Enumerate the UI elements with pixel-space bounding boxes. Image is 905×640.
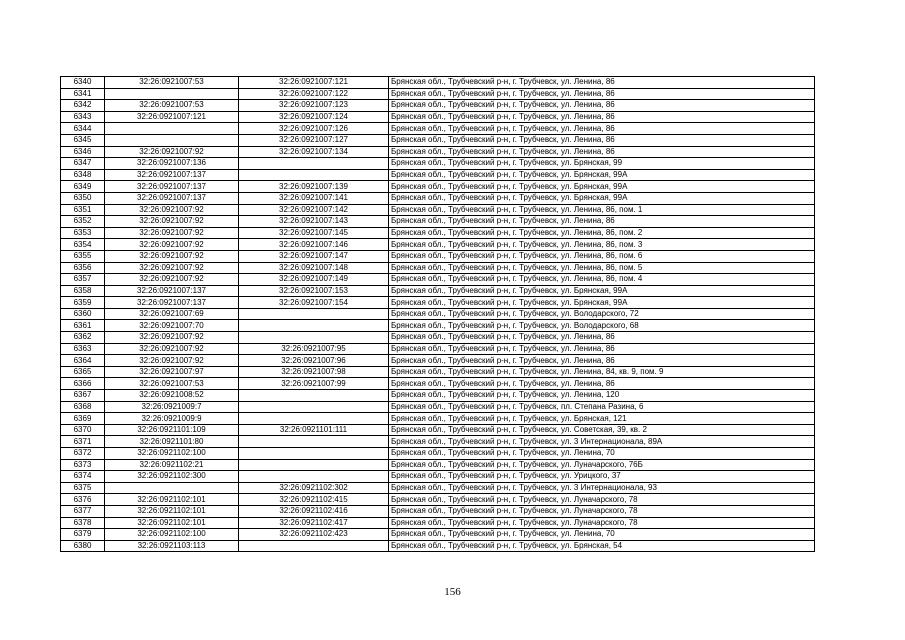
row-number-cell: 6356 <box>61 262 105 274</box>
cadastral-number-cell: 32:26:0921007:122 <box>239 88 389 100</box>
table-row <box>61 401 815 413</box>
parent-cadastral-number-cell: 32:26:0921101:109 <box>105 424 239 436</box>
row-number-cell: 6363 <box>61 343 105 355</box>
parent-cadastral-number-cell: 32:26:0921007:69 <box>105 308 239 320</box>
address-cell: Брянская обл., Трубчевский р-н, г. Трубчевск, ул. Ленина, 86, пом. 2 <box>389 227 815 239</box>
cadastral-number-cell <box>239 540 389 552</box>
registry-body <box>61 77 815 552</box>
row-number-cell: 6354 <box>61 239 105 251</box>
table-row <box>61 274 815 286</box>
address-cell: Брянская обл., Трубчевский р-н, г. Трубчевск, ул. Ленина, 86 <box>389 100 815 112</box>
address-cell: Брянская обл., Трубчевский р-н, г. Трубчевск, ул. Ленина, 70 <box>389 529 815 541</box>
cadastral-number-cell: 32:26:0921007:146 <box>239 239 389 251</box>
table-row <box>61 88 815 100</box>
row-number-cell: 6372 <box>61 448 105 460</box>
row-number-cell: 6352 <box>61 216 105 228</box>
parent-cadastral-number-cell: 32:26:0921102:101 <box>105 505 239 517</box>
row-number-cell: 6344 <box>61 123 105 135</box>
cadastral-number-cell <box>239 169 389 181</box>
cadastral-number-cell <box>239 459 389 471</box>
parent-cadastral-number-cell: 32:26:0921007:92 <box>105 146 239 158</box>
cadastral-number-cell <box>239 436 389 448</box>
address-cell: Брянская обл., Трубчевский р-н, г. Трубчевск, ул. Ленина, 86 <box>389 216 815 228</box>
parent-cadastral-number-cell: 32:26:0921102:300 <box>105 471 239 483</box>
parent-cadastral-number-cell: 32:26:0921007:53 <box>105 77 239 89</box>
cadastral-number-cell: 32:26:0921101:111 <box>239 424 389 436</box>
parent-cadastral-number-cell: 32:26:0921007:137 <box>105 285 239 297</box>
table-row <box>61 239 815 251</box>
address-cell: Брянская обл., Трубчевский р-н, г. Трубчевск, ул. Ленина, 86, пом. 1 <box>389 204 815 216</box>
table-row <box>61 123 815 135</box>
cadastral-number-cell: 32:26:0921102:423 <box>239 529 389 541</box>
address-cell: Брянская обл., Трубчевский р-н, г. Трубчевск, ул. Ленина, 86 <box>389 77 815 89</box>
parent-cadastral-number-cell: 32:26:0921102:101 <box>105 494 239 506</box>
row-number-cell: 6376 <box>61 494 105 506</box>
parent-cadastral-number-cell: 32:26:0921007:92 <box>105 204 239 216</box>
row-number-cell: 6342 <box>61 100 105 112</box>
parent-cadastral-number-cell: 32:26:0921007:121 <box>105 111 239 123</box>
address-cell: Брянская обл., Трубчевский р-н, г. Трубчевск, ул. Брянская, 99А <box>389 297 815 309</box>
cadastral-number-cell: 32:26:0921102:415 <box>239 494 389 506</box>
address-cell: Брянская обл., Трубчевский р-н, г. Трубчевск, ул. Ленина, 86, пом. 5 <box>389 262 815 274</box>
table-row <box>61 471 815 483</box>
cadastral-number-cell: 32:26:0921007:139 <box>239 181 389 193</box>
parent-cadastral-number-cell: 32:26:0921007:137 <box>105 192 239 204</box>
cadastral-number-cell: 32:26:0921007:141 <box>239 192 389 204</box>
row-number-cell: 6365 <box>61 366 105 378</box>
address-cell: Брянская обл., Трубчевский р-н, г. Трубчевск, ул. Луначарского, 78 <box>389 494 815 506</box>
parent-cadastral-number-cell: 32:26:0921007:92 <box>105 274 239 286</box>
table-row <box>61 505 815 517</box>
cadastral-number-cell <box>239 158 389 170</box>
address-cell: Брянская обл., Трубчевский р-н, г. Трубчевск, ул. 3 Интернационала, 89А <box>389 436 815 448</box>
address-cell: Брянская обл., Трубчевский р-н, г. Трубчевск, ул. Володарского, 72 <box>389 308 815 320</box>
table-row <box>61 297 815 309</box>
table-row <box>61 250 815 262</box>
table-row <box>61 192 815 204</box>
parent-cadastral-number-cell: 32:26:0921007:92 <box>105 216 239 228</box>
address-cell: Брянская обл., Трубчевский р-н, г. Трубчевск, ул. Ленина, 86 <box>389 111 815 123</box>
cadastral-number-cell <box>239 308 389 320</box>
row-number-cell: 6350 <box>61 192 105 204</box>
registry-table <box>60 76 815 552</box>
cadastral-number-cell: 32:26:0921007:148 <box>239 262 389 274</box>
table-row <box>61 134 815 146</box>
table-row <box>61 482 815 494</box>
parent-cadastral-number-cell: 32:26:0921009:7 <box>105 401 239 413</box>
cadastral-number-cell: 32:26:0921007:145 <box>239 227 389 239</box>
table-row <box>61 320 815 332</box>
table-row <box>61 343 815 355</box>
cadastral-number-cell: 32:26:0921007:149 <box>239 274 389 286</box>
address-cell: Брянская обл., Трубчевский р-н, г. Трубчевск, ул. Советская, 39, кв. 2 <box>389 424 815 436</box>
table-row <box>61 77 815 89</box>
row-number-cell: 6375 <box>61 482 105 494</box>
parent-cadastral-number-cell: 32:26:0921102:21 <box>105 459 239 471</box>
address-cell: Брянская обл., Трубчевский р-н, г. Трубчевск, ул. 3 Интернационала, 93 <box>389 482 815 494</box>
table-row <box>61 424 815 436</box>
parent-cadastral-number-cell: 32:26:0921007:136 <box>105 158 239 170</box>
table-row <box>61 285 815 297</box>
row-number-cell: 6371 <box>61 436 105 448</box>
cadastral-number-cell <box>239 390 389 402</box>
table-row <box>61 540 815 552</box>
cadastral-number-cell: 32:26:0921007:134 <box>239 146 389 158</box>
parent-cadastral-number-cell <box>105 134 239 146</box>
row-number-cell: 6380 <box>61 540 105 552</box>
parent-cadastral-number-cell: 32:26:0921007:97 <box>105 366 239 378</box>
table-row <box>61 332 815 344</box>
address-cell: Брянская обл., Трубчевский р-н, г. Трубчевск, ул. Ленина, 86 <box>389 378 815 390</box>
address-cell: Брянская обл., Трубчевский р-н, г. Трубчевск, ул. Брянская, 99А <box>389 169 815 181</box>
row-number-cell: 6346 <box>61 146 105 158</box>
cadastral-number-cell: 32:26:0921007:123 <box>239 100 389 112</box>
parent-cadastral-number-cell: 32:26:0921008:52 <box>105 390 239 402</box>
cadastral-number-cell: 32:26:0921007:147 <box>239 250 389 262</box>
row-number-cell: 6366 <box>61 378 105 390</box>
row-number-cell: 6351 <box>61 204 105 216</box>
address-cell: Брянская обл., Трубчевский р-н, г. Трубчевск, ул. Ленина, 86, пом. 4 <box>389 274 815 286</box>
table-row <box>61 216 815 228</box>
address-cell: Брянская обл., Трубчевский р-н, г. Трубчевск, ул. Володарского, 68 <box>389 320 815 332</box>
parent-cadastral-number-cell: 32:26:0921101:80 <box>105 436 239 448</box>
address-cell: Брянская обл., Трубчевский р-н, г. Трубчевск, ул. Урицкого, 37 <box>389 471 815 483</box>
row-number-cell: 6347 <box>61 158 105 170</box>
address-cell: Брянская обл., Трубчевский р-н, г. Трубчевск, ул. Ленина, 120 <box>389 390 815 402</box>
row-number-cell: 6349 <box>61 181 105 193</box>
parent-cadastral-number-cell: 32:26:0921007:92 <box>105 332 239 344</box>
row-number-cell: 6368 <box>61 401 105 413</box>
parent-cadastral-number-cell <box>105 88 239 100</box>
parent-cadastral-number-cell <box>105 482 239 494</box>
table-row <box>61 227 815 239</box>
row-number-cell: 6374 <box>61 471 105 483</box>
address-cell: Брянская обл., Трубчевский р-н, г. Трубчевск, ул. Брянская, 99А <box>389 181 815 193</box>
row-number-cell: 6362 <box>61 332 105 344</box>
row-number-cell: 6370 <box>61 424 105 436</box>
table-row <box>61 517 815 529</box>
cadastral-number-cell <box>239 332 389 344</box>
cadastral-number-cell: 32:26:0921007:126 <box>239 123 389 135</box>
address-cell: Брянская обл., Трубчевский р-н, г. Трубчевск, ул. Ленина, 86, пом. 6 <box>389 250 815 262</box>
row-number-cell: 6360 <box>61 308 105 320</box>
row-number-cell: 6340 <box>61 77 105 89</box>
address-cell: Брянская обл., Трубчевский р-н, г. Трубчевск, ул. Луначарского, 78 <box>389 517 815 529</box>
table-row <box>61 390 815 402</box>
row-number-cell: 6369 <box>61 413 105 425</box>
parent-cadastral-number-cell: 32:26:0921007:70 <box>105 320 239 332</box>
parent-cadastral-number-cell: 32:26:0921007:92 <box>105 227 239 239</box>
address-cell: Брянская обл., Трубчевский р-н, г. Трубчевск, ул. Ленина, 86 <box>389 343 815 355</box>
address-cell: Брянская обл., Трубчевский р-н, г. Трубчевск, ул. Ленина, 86 <box>389 88 815 100</box>
row-number-cell: 6358 <box>61 285 105 297</box>
row-number-cell: 6367 <box>61 390 105 402</box>
table-row <box>61 100 815 112</box>
address-cell: Брянская обл., Трубчевский р-н, г. Трубчевск, ул. Луначарского, 76Б <box>389 459 815 471</box>
address-cell: Брянская обл., Трубчевский р-н, г. Трубчевск, ул. Ленина, 86 <box>389 146 815 158</box>
address-cell: Брянская обл., Трубчевский р-н, г. Трубчевск, ул. Ленина, 86 <box>389 355 815 367</box>
table-row <box>61 355 815 367</box>
parent-cadastral-number-cell: 32:26:0921009:9 <box>105 413 239 425</box>
parent-cadastral-number-cell: 32:26:0921102:101 <box>105 517 239 529</box>
parent-cadastral-number-cell: 32:26:0921007:92 <box>105 355 239 367</box>
cadastral-number-cell: 32:26:0921007:127 <box>239 134 389 146</box>
table-row <box>61 448 815 460</box>
cadastral-number-cell: 32:26:0921102:417 <box>239 517 389 529</box>
table-row <box>61 111 815 123</box>
address-cell: Брянская обл., Трубчевский р-н, г. Трубчевск, ул. Луначарского, 78 <box>389 505 815 517</box>
cadastral-number-cell <box>239 320 389 332</box>
parent-cadastral-number-cell: 32:26:0921007:137 <box>105 297 239 309</box>
cadastral-number-cell: 32:26:0921007:142 <box>239 204 389 216</box>
table-row <box>61 158 815 170</box>
cadastral-number-cell: 32:26:0921007:96 <box>239 355 389 367</box>
cadastral-number-cell <box>239 448 389 460</box>
parent-cadastral-number-cell <box>105 123 239 135</box>
row-number-cell: 6357 <box>61 274 105 286</box>
address-cell: Брянская обл., Трубчевский р-н, г. Трубчевск, ул. Ленина, 70 <box>389 448 815 460</box>
row-number-cell: 6341 <box>61 88 105 100</box>
cadastral-number-cell: 32:26:0921102:416 <box>239 505 389 517</box>
parent-cadastral-number-cell: 32:26:0921007:53 <box>105 378 239 390</box>
row-number-cell: 6361 <box>61 320 105 332</box>
table-row <box>61 378 815 390</box>
parent-cadastral-number-cell: 32:26:0921007:92 <box>105 239 239 251</box>
table-row <box>61 181 815 193</box>
address-cell: Брянская обл., Трубчевский р-н, г. Трубчевск, ул. Брянская, 121 <box>389 413 815 425</box>
row-number-cell: 6355 <box>61 250 105 262</box>
parent-cadastral-number-cell: 32:26:0921007:92 <box>105 343 239 355</box>
cadastral-number-cell: 32:26:0921007:153 <box>239 285 389 297</box>
page-number: 156 <box>444 586 461 598</box>
row-number-cell: 6373 <box>61 459 105 471</box>
parent-cadastral-number-cell: 32:26:0921007:137 <box>105 169 239 181</box>
table-row <box>61 308 815 320</box>
parent-cadastral-number-cell: 32:26:0921007:53 <box>105 100 239 112</box>
parent-cadastral-number-cell: 32:26:0921102:100 <box>105 529 239 541</box>
table-row <box>61 204 815 216</box>
cadastral-number-cell: 32:26:0921007:154 <box>239 297 389 309</box>
table-row <box>61 436 815 448</box>
parent-cadastral-number-cell: 32:26:0921007:92 <box>105 262 239 274</box>
row-number-cell: 6377 <box>61 505 105 517</box>
address-cell: Брянская обл., Трубчевский р-н, г. Трубчевск, ул. Ленина, 86, пом. 3 <box>389 239 815 251</box>
address-cell: Брянская обл., Трубчевский р-н, г. Трубчевск, ул. Ленина, 86 <box>389 332 815 344</box>
cadastral-number-cell <box>239 471 389 483</box>
row-number-cell: 6359 <box>61 297 105 309</box>
row-number-cell: 6364 <box>61 355 105 367</box>
row-number-cell: 6348 <box>61 169 105 181</box>
row-number-cell: 6343 <box>61 111 105 123</box>
cadastral-number-cell: 32:26:0921007:99 <box>239 378 389 390</box>
address-cell: Брянская обл., Трубчевский р-н, г. Трубчевск, пл. Степана Разина, 6 <box>389 401 815 413</box>
table-row <box>61 366 815 378</box>
address-cell: Брянская обл., Трубчевский р-н, г. Трубчевск, ул. Ленина, 86 <box>389 123 815 135</box>
cadastral-number-cell: 32:26:0921007:143 <box>239 216 389 228</box>
table-row <box>61 169 815 181</box>
parent-cadastral-number-cell: 32:26:0921102:100 <box>105 448 239 460</box>
table-row <box>61 494 815 506</box>
address-cell: Брянская обл., Трубчевский р-н, г. Трубчевск, ул. Брянская, 99 <box>389 158 815 170</box>
table-row <box>61 413 815 425</box>
cadastral-number-cell: 32:26:0921007:121 <box>239 77 389 89</box>
row-number-cell: 6353 <box>61 227 105 239</box>
parent-cadastral-number-cell: 32:26:0921007:92 <box>105 250 239 262</box>
address-cell: Брянская обл., Трубчевский р-н, г. Трубчевск, ул. Брянская, 99А <box>389 192 815 204</box>
address-cell: Брянская обл., Трубчевский р-н, г. Трубчевск, ул. Ленина, 86 <box>389 134 815 146</box>
cadastral-number-cell: 32:26:0921007:98 <box>239 366 389 378</box>
parent-cadastral-number-cell: 32:26:0921007:137 <box>105 181 239 193</box>
cadastral-number-cell: 32:26:0921007:124 <box>239 111 389 123</box>
table-row <box>61 262 815 274</box>
table-row <box>61 529 815 541</box>
cadastral-number-cell <box>239 413 389 425</box>
address-cell: Брянская обл., Трубчевский р-н, г. Трубчевск, ул. Ленина, 84, кв. 9, пом. 9 <box>389 366 815 378</box>
address-cell: Брянская обл., Трубчевский р-н, г. Трубчевск, ул. Брянская, 54 <box>389 540 815 552</box>
row-number-cell: 6379 <box>61 529 105 541</box>
row-number-cell: 6378 <box>61 517 105 529</box>
parent-cadastral-number-cell: 32:26:0921103:113 <box>105 540 239 552</box>
cadastral-number-cell: 32:26:0921102:302 <box>239 482 389 494</box>
table-row <box>61 146 815 158</box>
cadastral-number-cell: 32:26:0921007:95 <box>239 343 389 355</box>
address-cell: Брянская обл., Трубчевский р-н, г. Трубчевск, ул. Брянская, 99А <box>389 285 815 297</box>
cadastral-number-cell <box>239 401 389 413</box>
row-number-cell: 6345 <box>61 134 105 146</box>
table-row <box>61 459 815 471</box>
